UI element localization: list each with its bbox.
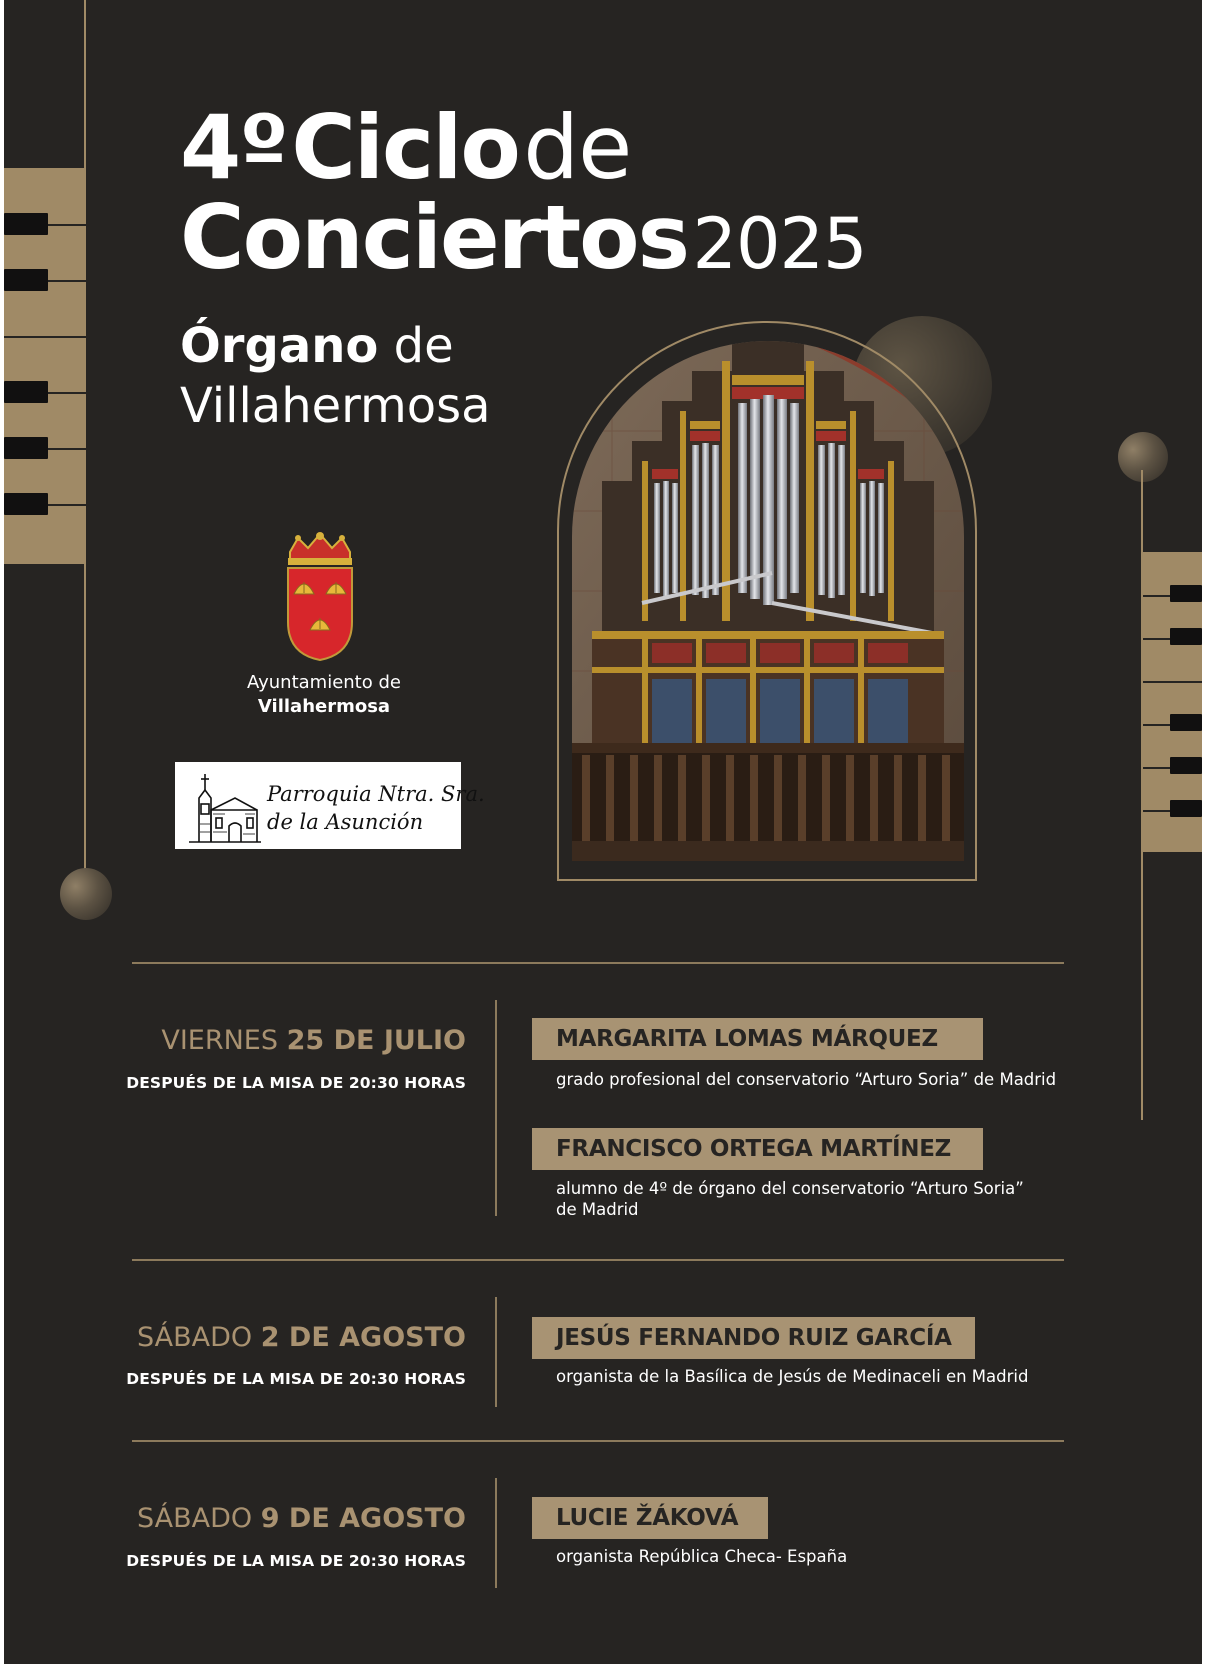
subtitle-place: Villahermosa — [180, 378, 491, 434]
parish-text-line2: de la Asunción — [267, 810, 424, 834]
right-piano-keys — [1143, 552, 1202, 852]
concert-1-performer-1-name: MARGARITA LOMAS MÁRQUEZ — [532, 1018, 983, 1060]
concert-1-date — [161, 1025, 466, 1056]
concert-1-day-date: 25 DE JULIO — [286, 1025, 466, 1056]
church-icon — [185, 768, 263, 844]
left-piano-keys — [4, 168, 86, 564]
organ-photo — [572, 341, 964, 861]
title-year: 2025 — [692, 203, 867, 285]
title-word-de: de — [523, 96, 632, 199]
divider-vertical-3 — [495, 1478, 497, 1588]
title-number: 4º — [180, 96, 287, 199]
concert-3-performer-1-desc: organista República Checa- España — [556, 1547, 848, 1566]
subtitle-line-1 — [180, 318, 454, 374]
right-decor-ball — [1118, 432, 1168, 482]
organ-illustration — [572, 341, 964, 861]
divider-top — [132, 962, 1064, 964]
concert-1-time-note: DESPUÉS DE LA MISA DE 20:30 HORAS — [126, 1074, 466, 1092]
concert-poster — [4, 0, 1202, 1664]
concert-2-day-date: 2 DE AGOSTO — [260, 1322, 466, 1353]
title-line-2 — [180, 186, 867, 289]
concert-3-time-note: DESPUÉS DE LA MISA DE 20:30 HORAS — [126, 1552, 466, 1570]
concert-2-performer-1-name: JESÚS FERNANDO RUIZ GARCÍA — [532, 1317, 975, 1359]
concert-1-performer-2-desc-line2: de Madrid — [556, 1200, 639, 1219]
divider-vertical-2 — [495, 1297, 497, 1407]
town-caption-line1: Ayuntamiento de — [247, 672, 401, 693]
coat-of-arms-icon — [280, 530, 360, 662]
divider-1 — [132, 1259, 1064, 1261]
parish-logo — [175, 762, 485, 849]
concert-2-performer-1-desc: organista de la Basílica de Jesús de Medinaceli en Madrid — [556, 1367, 1029, 1386]
concert-3-performer-1-name: LUCIE ŽÁKOVÁ — [532, 1497, 768, 1539]
subtitle-organo: Órgano — [180, 318, 379, 374]
concert-3-date — [137, 1503, 466, 1534]
concert-1-performer-2-desc-line1: alumno de 4º de órgano del conservatorio “Arturo Soria” — [556, 1179, 1024, 1198]
concert-3-day: SÁBADO — [136, 1503, 253, 1534]
title-line-1 — [180, 96, 632, 199]
concert-1-performer-2-name: FRANCISCO ORTEGA MARTÍNEZ — [532, 1128, 983, 1170]
concert-2-time-note: DESPUÉS DE LA MISA DE 20:30 HORAS — [126, 1370, 466, 1388]
divider-vertical-1 — [495, 1000, 497, 1216]
parish-text-line1: Parroquia Ntra. Sra. — [267, 782, 485, 806]
title-word-ciclo: Ciclo — [291, 96, 519, 199]
town-caption-line2: Villahermosa — [257, 696, 391, 717]
left-decor-ball — [60, 868, 112, 920]
concert-3-day-date: 9 DE AGOSTO — [260, 1503, 466, 1534]
title-word-conciertos: Conciertos — [180, 186, 688, 289]
concert-2-day: SÁBADO — [136, 1322, 253, 1353]
divider-2 — [132, 1440, 1064, 1442]
concert-1-performer-1-desc: grado profesional del conservatorio “Arturo Soria” de Madrid — [556, 1070, 1057, 1089]
concert-2-date — [137, 1322, 466, 1353]
subtitle-de: de — [393, 318, 454, 374]
concert-1-day: VIERNES — [161, 1025, 278, 1056]
